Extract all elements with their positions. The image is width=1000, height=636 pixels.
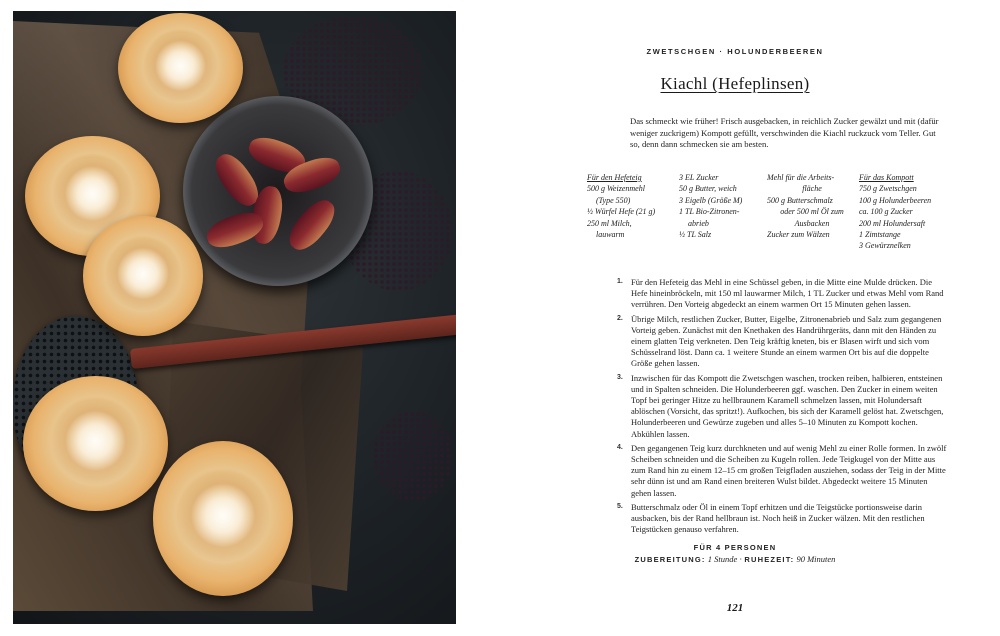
recipe-title-text: Kiachl (Hefeplinsen) <box>660 74 810 93</box>
rest-time-value: 90 Minuten <box>796 554 836 564</box>
plum-slice <box>203 207 267 253</box>
ingredient-item: 750 g Zwetschgen <box>859 184 917 194</box>
servings-info: FÜR 4 PERSONEN <box>693 543 777 552</box>
instruction-step <box>617 502 947 536</box>
ingredients-heading: Für das Kompott <box>859 173 914 182</box>
instruction-step <box>617 314 947 370</box>
ingredient-item: Mehl für die Arbeits- <box>767 173 835 182</box>
ingredients-col-frying <box>767 172 857 240</box>
recipe-intro: Das schmeckt wie früher! Frisch ausgebacken, in reichlich Zucker gewälzt und mit (dafür weniger zuckrigem) Kompott gefüllt, verschwinden die Kiachl ruckzuck vom Teller. Gut so, denn dann schmecken sie am besten. <box>630 116 939 150</box>
ingredient-item: lauwarm <box>596 230 625 240</box>
step-number: 5. <box>617 502 623 510</box>
ingredient-item: 3 EL Zucker <box>679 173 719 182</box>
kiachl-pastry <box>23 376 168 511</box>
ingredient-item: (Type 550) <box>596 195 631 205</box>
step-number: 3. <box>617 373 623 381</box>
prep-time-label: ZUBEREITUNG: <box>634 555 706 564</box>
ingredient-item: Ausbacken <box>794 218 830 228</box>
ingredient-item: 250 ml Milch, <box>587 218 632 228</box>
ingredient-item: 3 Eigelb (Größe M) <box>679 195 743 205</box>
step-text: Für den Hefeteig das Mehl in eine Schüssel geben, in die Mitte eine Mulde drücken. Die Hefe hineinbröckeln, mit 150 ml lauwarmer Milch, 1 TL Zucker und etwas Mehl vom Rand verrühren. Den Vorteig abgedeckt an einem warmen Ort 15 Minuten gehen lassen. <box>631 277 944 310</box>
ingredient-item: 500 g Butterschmalz <box>767 195 833 205</box>
ingredient-item: 200 ml Holundersaft <box>859 218 926 228</box>
step-text: Inzwischen für das Kompott die Zwetschgen waschen, trocken reiben, halbieren, entsteinen und in Spalten schneiden. Die Holunderbeeren ggf. waschen. Den Zucker in einem weiten Topf bei geringer Hitze zu hellbraunem Karamell schmelzen lassen, mit Holundersaft ablöschen (Vorsicht, das spritzt!). Aufkochen, bis sich der Karamell gelöst hat. Zwetschgen, Holunderbeeren und Gewürze zugeben und alles 5–10 Minuten zu Kompott kochen. Abkühlen lassen. <box>631 372 944 439</box>
kiachl-pastry <box>153 441 293 596</box>
ingredient-item: 100 g Holunderbeeren <box>859 195 932 205</box>
elderberry-cluster <box>373 411 453 501</box>
page-number: 121 <box>726 602 744 614</box>
step-text: Den gegangenen Teig kurz durchkneten und auf wenig Mehl zu einer Rolle formen. In zwölf Scheiben schneiden und die Scheiben zu Kugeln rollen. Jede Teigkugel von der Mitte aus zum Rand hin zu einem 12–15 cm großen Teigfladen ausziehen, sodass der Teig in der Mitte sehr dünn ist und am Rand einen breiteren Wulst bildet. Abgedeckt weitere 15 Minuten gehen lassen. <box>631 442 947 498</box>
ingredients-block <box>587 172 947 262</box>
ingredient-item: fläche <box>802 184 822 194</box>
time-info <box>470 554 1000 564</box>
ingredient-item: ca. 100 g Zucker <box>859 207 913 217</box>
ingredient-item: 500 g Weizenmehl <box>587 184 645 194</box>
step-text: Butterschmalz oder Öl in einem Topf erhitzen und die Teigstücke portionsweise darin ausbacken, bis der Rand hellbraun ist. Noch heiß in Zucker wälzen. Mit den restlichen Teigstücken genauso verfahren. <box>631 501 925 535</box>
instruction-step <box>617 443 947 499</box>
instruction-step <box>617 277 947 311</box>
food-photo <box>13 11 456 624</box>
ingredient-item: ½ TL Salz <box>679 230 712 240</box>
rest-time-label: RUHEZEIT: <box>744 555 795 564</box>
ingredient-item: 1 TL Bio-Zitronen- <box>679 207 740 217</box>
step-number: 2. <box>617 314 623 322</box>
recipe-page <box>470 0 1000 636</box>
compote-bowl <box>183 96 373 286</box>
time-separator: · <box>739 554 743 564</box>
ingredient-item: ½ Würfel Hefe (21 g) <box>587 207 656 217</box>
kiachl-pastry <box>118 13 243 123</box>
instruction-steps <box>617 277 947 538</box>
step-number: 1. <box>617 278 623 285</box>
ingredient-item: 1 Zimtstange <box>859 230 901 240</box>
ingredients-heading: Für den Hefeteig <box>587 173 642 182</box>
ingredient-item: abrieb <box>688 218 709 228</box>
plum-slice <box>283 194 342 256</box>
ingredient-item: 3 Gewürznelken <box>859 241 911 251</box>
chapter-category: ZWETSCHGEN · HOLUNDERBEEREN <box>646 47 824 56</box>
ingredient-item: oder 500 ml Öl zum <box>780 207 844 217</box>
step-number: 4. <box>617 443 623 451</box>
ingredient-item: Zucker zum Wälzen <box>767 230 830 240</box>
ingredient-item: 50 g Butter, weich <box>679 184 737 194</box>
step-text: Übrige Milch, restlichen Zucker, Butter, Eigelbe, Zitronenabrieb und Salz zum gegangenen Vorteig geben. Zunächst mit den Knethaken des Handrührgeräts, dann mit den Händen zu einem glatten Teig verkneten. Den Teig kräftig kneten, bis er Blasen wirft und sich vom Schüsselrand löst. Dann ca. 1 weitere Stunde an einem warmen Ort bis auf die doppelte Größe gehen lassen. <box>631 313 942 369</box>
ingredients-col-dough <box>587 172 671 240</box>
instruction-step <box>617 373 947 440</box>
ingredients-col-compote <box>859 172 949 252</box>
recipe-title <box>470 74 1000 94</box>
kiachl-pastry <box>83 216 203 336</box>
ingredients-col-dough-2 <box>679 172 763 240</box>
prep-time-value: 1 Stunde <box>707 554 738 564</box>
